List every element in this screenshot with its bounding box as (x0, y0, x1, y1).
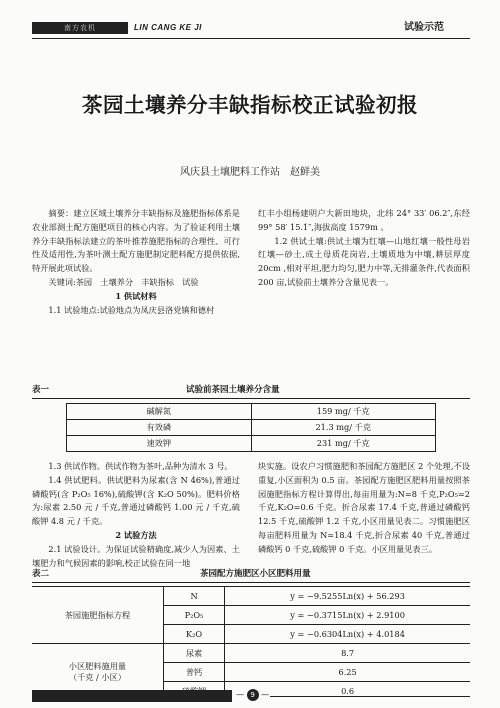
table-cell: K₂O (163, 625, 224, 644)
table2-rule (32, 582, 470, 583)
table-cell: y = −0.6304Ln(x) + 4.0184 (225, 625, 470, 644)
page-number: — 9 — (236, 690, 270, 699)
article-author: 风庆县土壤肥料工作站 赵鲜美 (180, 167, 320, 178)
page-number-value: 9 (247, 689, 259, 701)
table1-title: 试验前茶园土壤养分含量 (186, 385, 280, 395)
table-cell: 碱解氮 (67, 404, 252, 420)
fertilizer-amount-table (32, 586, 470, 700)
abstract: 摘要：建立区域土壤养分丰缺指标及施肥指标体系是农业部测土配方施肥项目的核心内容。为了验证利用土壤养分丰缺指标法建立的茶叶推荐施肥指标的合理性、可行性及适用性,为茶叶测土配方施肥制定肥料配方提供依据,特开展此项试验。 (32, 208, 240, 274)
table-cell: y = −9.5255Ln(x) + 56.293 (225, 587, 470, 606)
right-column-top (258, 207, 470, 290)
table-cell: 有效磷 (67, 420, 252, 436)
keywords: 关键词:茶园 土壤养分 丰缺指标 试验 (48, 276, 199, 287)
paragraph-2-1-cont: 块实施。设农户习惯施肥和茶园配方施肥区 2 个处理,不设重复,小区面积为 0.5 亩。茶园配方施肥区肥料用量按照茶园施肥指标方程计算得出,每亩用量为:N=8 千克,P₂O₅=2 千克,K₂O=0.6 千克。折合尿素 17.4 千克,普通过磷酸钙 12.5 千克,硫酸钾 1.2 千克,小区用量见表二。习惯施肥区每亩肥料用量为 N=18.4 千克,折合尿素 40 千克,普通过磷酸钙 0 千克,硫酸钾 0 千克。小区用量见表三。 (258, 461, 470, 554)
table-row (67, 420, 436, 436)
table-cell: 21.3 mg/ 千克 (251, 420, 436, 436)
table-row (32, 587, 470, 606)
paragraph-1-1: 1.1 试验地点:试验地点为凤庆县洛党镇和德村 (48, 304, 215, 315)
table-cell: y = −0.3715Ln(x) + 2.9100 (225, 606, 470, 625)
table1-label: 表一 (32, 385, 50, 395)
section-heading-2: 2 试验方法 (115, 529, 157, 540)
paragraph-2-1: 2.1 试验设计。为保证试验精确度,减少人为因素、土壤肥力和气候因素的影响,校正试验在同一地 (32, 543, 240, 568)
right-column-middle (258, 460, 470, 557)
left-column-middle (32, 460, 240, 570)
table-cell: 159 mg/ 千克 (251, 404, 436, 420)
table2-label: 表二 (32, 569, 50, 579)
table-cell: 普钙 (163, 663, 224, 682)
amount-label-line2: （千克 / 小区） (68, 672, 126, 682)
table-cell: 0.6 (225, 682, 470, 701)
table2-title: 茶园配方施肥区小区肥料用量 (200, 569, 311, 579)
header-rule (32, 38, 470, 39)
header-journal-bar: 南方农机 (32, 22, 128, 34)
paragraph-1-3: 1.3 供试作物。供试作物为茶叶,品种为清水 3 号。 (48, 461, 233, 471)
paragraph-1-4: 1.4 供试肥料。供试肥料为尿素(含 N 46%),普通过磷酸钙(含 P₂O₅ 16%),硫酸钾(含 K₂O 50%)。肥料价格为:尿素 2.50 元 / 千克,普通过磷酸钙 1.00 元 / 千克,硫酸钾 4.8 元 / 千克。 (32, 474, 240, 527)
footer-rule (270, 696, 470, 697)
article-title: 茶园土壤养分丰缺指标校正试验初报 (82, 93, 418, 117)
table-row (67, 404, 436, 420)
left-column-top (32, 207, 240, 317)
table-cell: 231 mg/ 千克 (251, 436, 436, 452)
section-heading-1: 1 供试材料 (115, 290, 157, 301)
table-row (32, 644, 470, 663)
table-row (67, 436, 436, 452)
footer-bar (32, 690, 232, 702)
header-journal-name: LIN CANG KE JI (134, 23, 202, 32)
table-cell: N (163, 587, 224, 606)
table-cell: 6.25 (225, 663, 470, 682)
paragraph-location-cont: 红丰小组杨建明户大新田地块，北纬 24° 33′ 06.2″,东经 99° 58′ 15.1″,海拔高度 1579m 。 (258, 208, 470, 232)
table-cell: 尿素 (163, 644, 224, 663)
amount-label-line1: 小区肥料施用量 (68, 661, 127, 671)
header-section-label: 试验示范 (404, 22, 444, 33)
table-cell: 速效钾 (67, 436, 252, 452)
soil-nutrient-table (66, 403, 436, 452)
table-cell: P₂O₅ (163, 606, 224, 625)
table1-rule (32, 398, 470, 399)
table-cell: 8.7 (225, 644, 470, 663)
equations-label-cell: 茶园施肥指标方程 (32, 587, 163, 644)
paragraph-1-2: 1.2 供试土壤:供试土壤为红壤—山地红壤一般性母岩红壤—砂土,成土母质花岗岩,土壤质地为中壤,耕层厚度 20cm ,相对平坦,肥力均匀,肥力中等,无排灌条件,代表面积 200 亩,试验前土壤养分含量见表一。 (258, 235, 470, 287)
